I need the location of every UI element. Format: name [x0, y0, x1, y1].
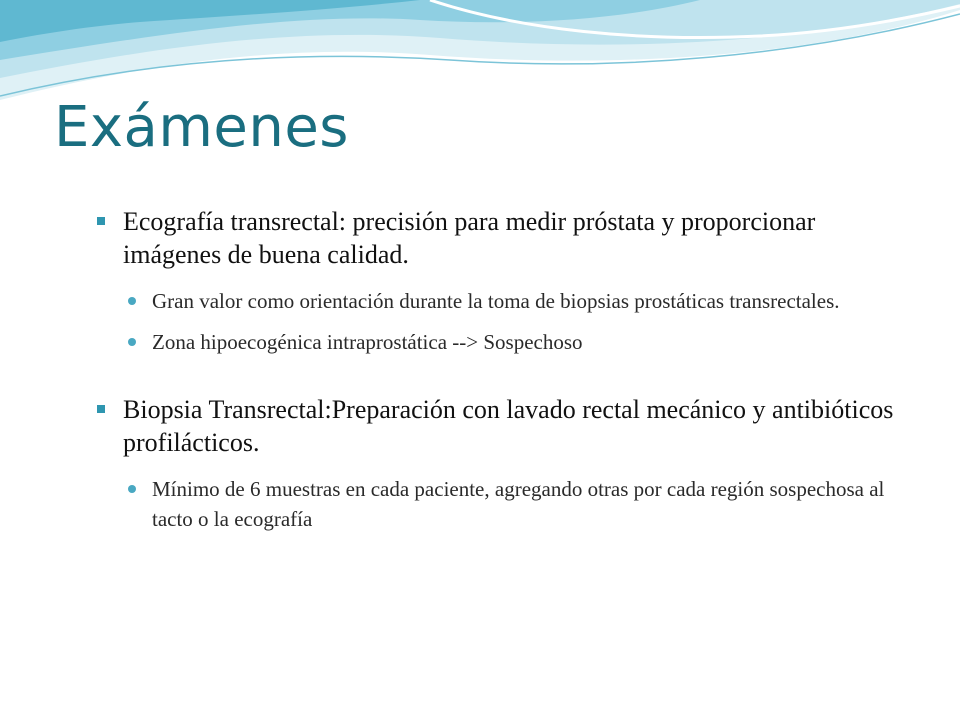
- sub-bullet-muestras: [96, 474, 896, 534]
- sub-bullet-orientacion: [96, 286, 896, 316]
- square-bullet-icon: [97, 217, 105, 225]
- bullet-ecografia: [96, 205, 896, 271]
- sub-bullet-zona: [96, 327, 896, 357]
- bullet-biopsia: [96, 393, 896, 459]
- bullet-list: [96, 205, 896, 545]
- sub-bullet-text: Gran valor como orientación durante la toma de biopsias prostáticas transrectales.: [152, 289, 840, 313]
- round-bullet-icon: [128, 338, 136, 346]
- bullet-text: Ecografía transrectal: precisión para medir próstata y proporcionar imágenes de buena calidad.: [123, 207, 816, 269]
- sub-bullet-text: Zona hipoecogénica intraprostática --> Sospechoso: [152, 330, 583, 354]
- spacer: [96, 368, 896, 393]
- round-bullet-icon: [128, 485, 136, 493]
- round-bullet-icon: [128, 297, 136, 305]
- slide-title: Exámenes: [54, 95, 349, 160]
- sub-bullet-text: Mínimo de 6 muestras en cada paciente, agregando otras por cada región sospechosa al tacto o la ecografía: [152, 477, 885, 531]
- bullet-text: Biopsia Transrectal:Preparación con lavado rectal mecánico y antibióticos profilácticos.: [123, 395, 894, 457]
- square-bullet-icon: [97, 405, 105, 413]
